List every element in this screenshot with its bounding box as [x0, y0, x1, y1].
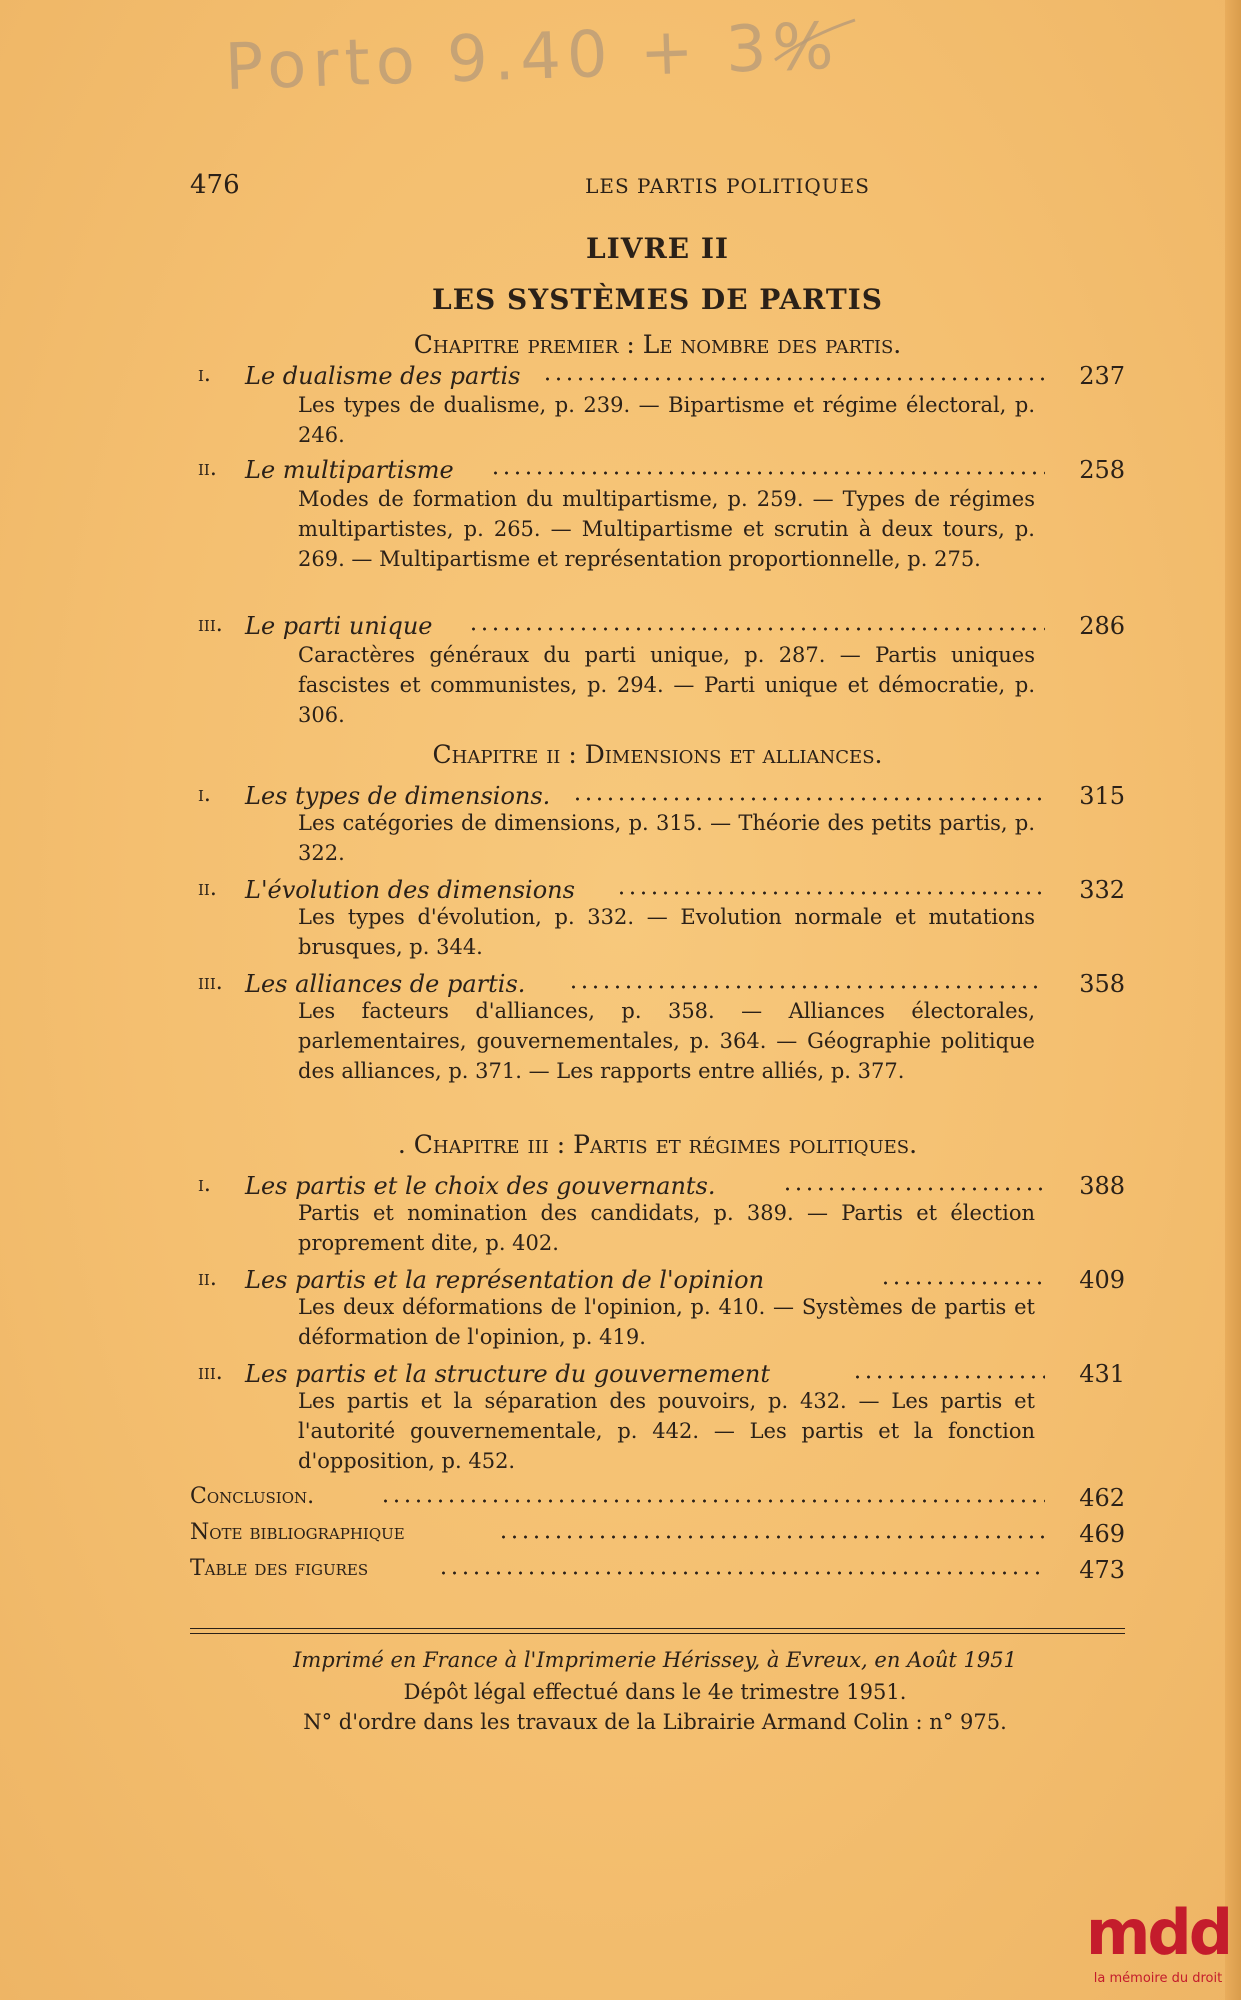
- dot-leader: [616, 890, 1045, 896]
- section-description: Les catégories de dimensions, p. 315. — Théorie des petits partis, p. 322.: [298, 811, 1035, 865]
- end-matter-page: 462: [1079, 1484, 1125, 1512]
- chapter-heading: . Chapitre iii : Partis et régimes politiques.: [397, 1130, 918, 1159]
- chapter-heading: Chapitre ii : Dimensions et alliances.: [432, 740, 883, 769]
- section-number: iii.: [198, 1360, 223, 1385]
- section-page: 286: [1079, 612, 1125, 640]
- dot-leader: [468, 626, 1045, 632]
- end-matter-page: 473: [1079, 1556, 1125, 1584]
- end-matter-page: 469: [1079, 1520, 1125, 1548]
- page-number: 476: [190, 170, 240, 200]
- section-page: 409: [1079, 1266, 1125, 1294]
- section-number: i.: [198, 782, 211, 807]
- mdd-logo: [1083, 1893, 1233, 1993]
- dot-leader: [438, 1570, 1045, 1576]
- section-page: 358: [1079, 970, 1125, 998]
- running-title: LES PARTIS POLITIQUES: [585, 174, 870, 198]
- part-title: LES SYSTÈMES DE PARTIS: [432, 283, 883, 316]
- imprint-line: Imprimé en France à l'Imprimerie Hérissey, à Evreux, en Août 1951: [293, 1648, 1017, 1672]
- section-number: i.: [198, 1172, 211, 1197]
- section-title: Le dualisme des partis: [245, 362, 521, 390]
- section-number: ii.: [198, 456, 217, 481]
- section-title: Le multipartisme: [245, 456, 454, 484]
- pencil-annotation: Porto 9.40 + 3%: [223, 9, 841, 106]
- section-title: Le parti unique: [245, 612, 433, 640]
- book-heading: LIVRE II: [585, 232, 730, 265]
- toc-entry-conclusion[interactable]: [190, 1484, 1125, 1516]
- section-title: Les partis et la représentation de l'opinion: [245, 1266, 765, 1294]
- section-title: Les partis et le choix des gouvernants.: [245, 1172, 716, 1200]
- dot-leader: [490, 470, 1045, 476]
- dot-leader: [782, 1186, 1045, 1192]
- divider-rule: [190, 1628, 1125, 1629]
- dot-leader: [542, 376, 1045, 382]
- divider-rule: [190, 1633, 1125, 1634]
- section-title: Les alliances de partis.: [245, 970, 526, 998]
- section-number: iii.: [198, 612, 223, 637]
- section-number: ii.: [198, 1266, 217, 1291]
- logo-letters: mdd: [1085, 1896, 1231, 1969]
- section-page: 315: [1079, 782, 1125, 810]
- dot-leader: [498, 1534, 1045, 1540]
- dot-leader: [880, 1280, 1045, 1286]
- section-title: Les types de dimensions.: [245, 782, 551, 810]
- chapter-heading: Chapitre premier : Le nombre des partis.: [413, 330, 902, 359]
- section-description: Les facteurs d'alliances, p. 358. — Alliances électorales, parlementaires, gouvernementales, p. 364. — Géographie politique des alliances, p. 371. — Les rapports entre alliés, p. 377.: [298, 999, 1035, 1083]
- section-number: iii.: [198, 970, 223, 995]
- end-matter-title: Note bibliographique: [190, 1520, 405, 1545]
- section-description: Les deux déformations de l'opinion, p. 410. — Systèmes de partis et déformation de l'opinion, p. 419.: [298, 1295, 1035, 1349]
- section-page: 332: [1079, 876, 1125, 904]
- logo-caption: la mémoire du droit: [1093, 1971, 1223, 1986]
- toc-entry-bibliography[interactable]: [190, 1520, 1125, 1552]
- section-description: Caractères généraux du parti unique, p. 287. — Partis uniques fascistes et communistes, p. 294. — Parti unique et démocratie, p. 306.: [298, 643, 1035, 727]
- dot-leader: [380, 1498, 1045, 1504]
- page-edge: [1225, 0, 1241, 2000]
- toc-entry-figures[interactable]: [190, 1556, 1125, 1588]
- section-description: Les types de dualisme, p. 239. — Bipartisme et régime électoral, p. 246.: [298, 393, 1035, 447]
- end-matter-title: Table des figures: [190, 1556, 369, 1581]
- legal-deposit-line: Dépôt légal effectué dans le 4e trimestre 1951.: [403, 1680, 907, 1704]
- section-title: L'évolution des dimensions: [245, 876, 575, 904]
- dot-leader: [572, 796, 1045, 802]
- section-description: Modes de formation du multipartisme, p. 259. — Types de régimes multipartistes, p. 265. — Multipartisme et scrutin à deux tours, p. 269. — Multipartisme et représentation proportionnelle, p. 275.: [298, 487, 1035, 571]
- section-description: Les types d'évolution, p. 332. — Evolution normale et mutations brusques, p. 344.: [298, 905, 1035, 959]
- section-page: 431: [1079, 1360, 1125, 1388]
- end-matter-title: Conclusion.: [190, 1484, 315, 1509]
- section-page: 388: [1079, 1172, 1125, 1200]
- section-page: 258: [1079, 456, 1125, 484]
- running-head: [190, 170, 1125, 204]
- section-page: 237: [1079, 362, 1125, 390]
- section-title: Les partis et la structure du gouvernement: [245, 1360, 770, 1388]
- dot-leader: [852, 1374, 1045, 1380]
- pencil-check-mark: [770, 15, 860, 75]
- section-number: i.: [198, 362, 211, 387]
- order-number-line: N° d'ordre dans les travaux de la Librairie Armand Colin : n° 975.: [303, 1710, 1007, 1734]
- section-description: Les partis et la séparation des pouvoirs, p. 432. — Les partis et l'autorité gouvernementale, p. 442. — Les partis et la fonction d'opposition, p. 452.: [298, 1389, 1035, 1473]
- section-description: Partis et nomination des candidats, p. 389. — Partis et élection proprement dite, p. 402.: [298, 1201, 1035, 1255]
- dot-leader: [568, 984, 1045, 990]
- section-number: ii.: [198, 876, 217, 901]
